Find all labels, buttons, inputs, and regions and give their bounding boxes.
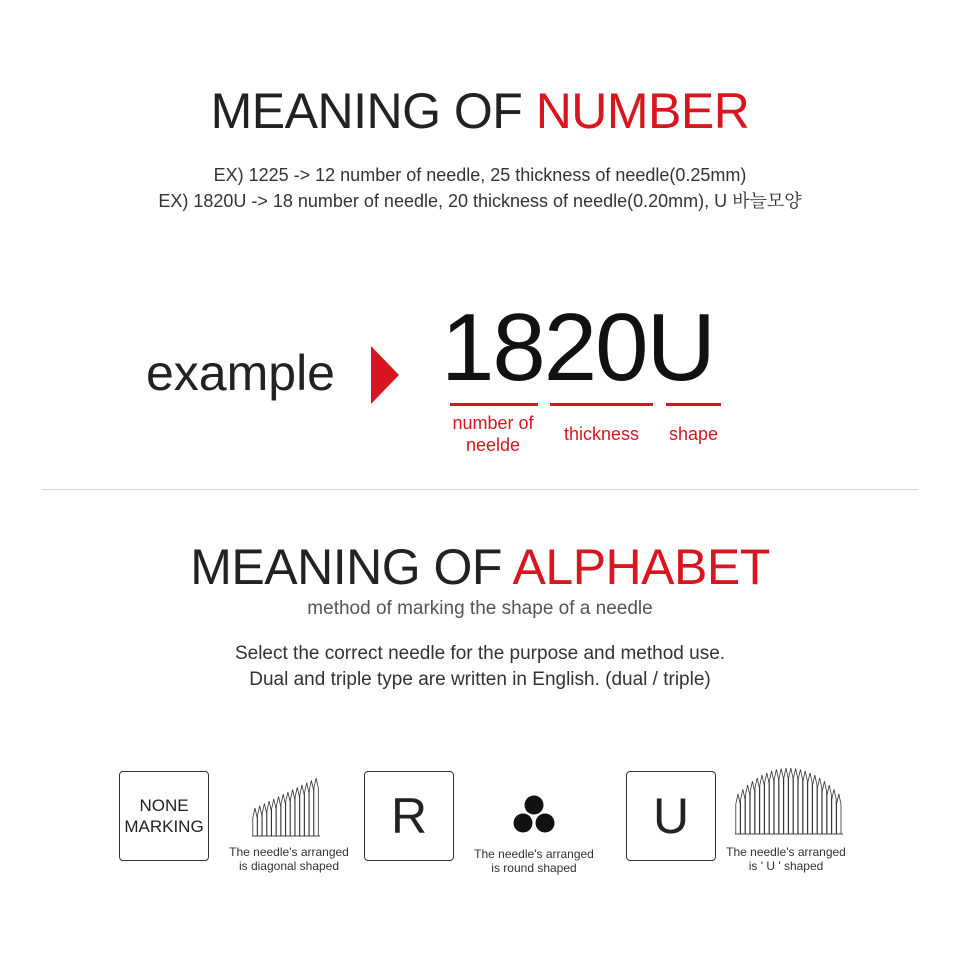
number-title-highlight: NUMBER [535, 83, 750, 139]
r-marking-box [364, 771, 454, 861]
number-of-needle-label [440, 412, 546, 456]
diagonal-caption-line-1: The needle's arranged [229, 845, 349, 859]
number-underline [450, 403, 538, 406]
number-example-line-2: EX) 1820U -> 18 number of needle, 20 thickness of needle(0.20mm), U 바늘모양 [158, 191, 802, 211]
code-number-part: 18 [441, 294, 544, 401]
alphabet-section-title [0, 538, 960, 596]
u-caption-line-1: The needle's arranged [726, 845, 846, 859]
alphabet-subtitle: method of marking the shape of a needle [307, 598, 653, 619]
u-caption-line-2: is ' U ' shaped [748, 859, 824, 873]
shape-underline [666, 403, 721, 406]
diagonal-caption-line-2: is diagonal shaped [238, 859, 340, 873]
shape-label: shape [668, 424, 719, 444]
round-caption-line-2: is round shaped [491, 861, 577, 875]
u-marking-box [626, 771, 716, 861]
code-thickness-part: 20 [543, 294, 647, 401]
u-caption [716, 845, 856, 873]
number-label-line-2: neelde [465, 435, 521, 455]
r-marking-label: R [390, 788, 428, 844]
u-marking-label: U [652, 788, 690, 844]
none-marking-line-1: NONE [139, 796, 189, 815]
none-marking-line-2: MARKING [124, 817, 204, 836]
number-section-title [0, 82, 960, 140]
alphabet-title-prefix: MEANING OF [190, 539, 513, 595]
alphabet-desc-line-1: Select the correct needle for the purpose and method use. [234, 643, 726, 664]
diagonal-needle-icon [250, 774, 322, 838]
u-needle-icon [733, 766, 845, 836]
round-caption-line-1: The needle's arranged [474, 847, 594, 861]
thickness-underline [550, 403, 653, 406]
diagonal-caption [219, 845, 359, 873]
thickness-label: thickness [563, 424, 640, 444]
alphabet-title-highlight: ALPHABET [512, 539, 770, 595]
example-label: example [146, 345, 335, 401]
alphabet-desc-line-2: Dual and triple type are written in English. (dual / triple) [249, 669, 711, 690]
number-label-line-1: number of [452, 413, 534, 433]
number-title-prefix: MEANING OF [210, 83, 536, 139]
arrow-right-icon [369, 344, 401, 406]
round-needle-icon [511, 795, 557, 835]
section-divider [42, 489, 918, 490]
number-example-line-1: EX) 1225 -> 12 number of needle, 25 thickness of needle(0.25mm) [213, 165, 747, 185]
none-marking-box [119, 771, 209, 861]
round-caption [464, 847, 604, 875]
code-shape-part: U [646, 294, 714, 401]
example-code [441, 294, 714, 401]
